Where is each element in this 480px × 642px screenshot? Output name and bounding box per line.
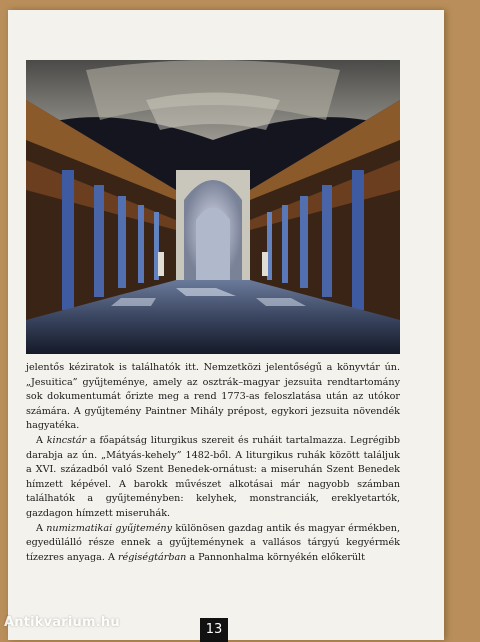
- italic-term: régiségtárban: [117, 551, 187, 563]
- watermark-logo: Antikvarium.hu: [4, 615, 120, 630]
- library-hall-illustration: [26, 60, 400, 354]
- page-number: 13: [200, 618, 228, 642]
- paragraph: [26, 361, 400, 434]
- text-run: A: [36, 434, 47, 446]
- text-run: különösen gazdag antik és magyar érmékben, egyedülálló része ennek a gyűjteménynek a vallásos tárgyú kegyérmék tízezres anyaga. A: [26, 522, 401, 563]
- text-run: a Pannonhalma környékén előkerült: [186, 551, 365, 563]
- text-run: jelentős kéziratok is találhatók itt. Nemzetközi jelentőségű a könyvtár ún. „Jesuitica” gyűjteménye, amely az osztrák–magyar jezsuita rendtartomány sok dokumentumát őrizte meg a rend 1773-as feloszlatása után az utókor számára. A gyűjtemény Paintner Mihály prépost, egykori jezsuita növendék hagyatéka.: [26, 362, 400, 432]
- text-run: a főapátság liturgikus szereit és ruháit tartalmazza. Legrégibb darabja az ún. „Mátyás-kehely” 1482-ből. A liturgikus ruhák között találjuk a XVI. századból való Szent Benedek-ornátust: a miseruhán Szent Benedek hímzett képével. A barokk művészet alkotásai már nagyobb számban találhatók a gyűjteményben: kelyhek, monstranciák, ereklyetartók, gazdagon hímzett miseruhák.: [26, 434, 400, 519]
- italic-term: kincstár: [46, 434, 87, 446]
- book-page: [8, 10, 444, 640]
- paragraph: [26, 522, 400, 566]
- paragraph: [26, 434, 400, 522]
- text-run: A: [36, 522, 47, 534]
- body-text: [26, 361, 400, 565]
- library-hall-photo: [26, 60, 400, 354]
- italic-term: numizmatikai gyűjtemény: [46, 522, 173, 534]
